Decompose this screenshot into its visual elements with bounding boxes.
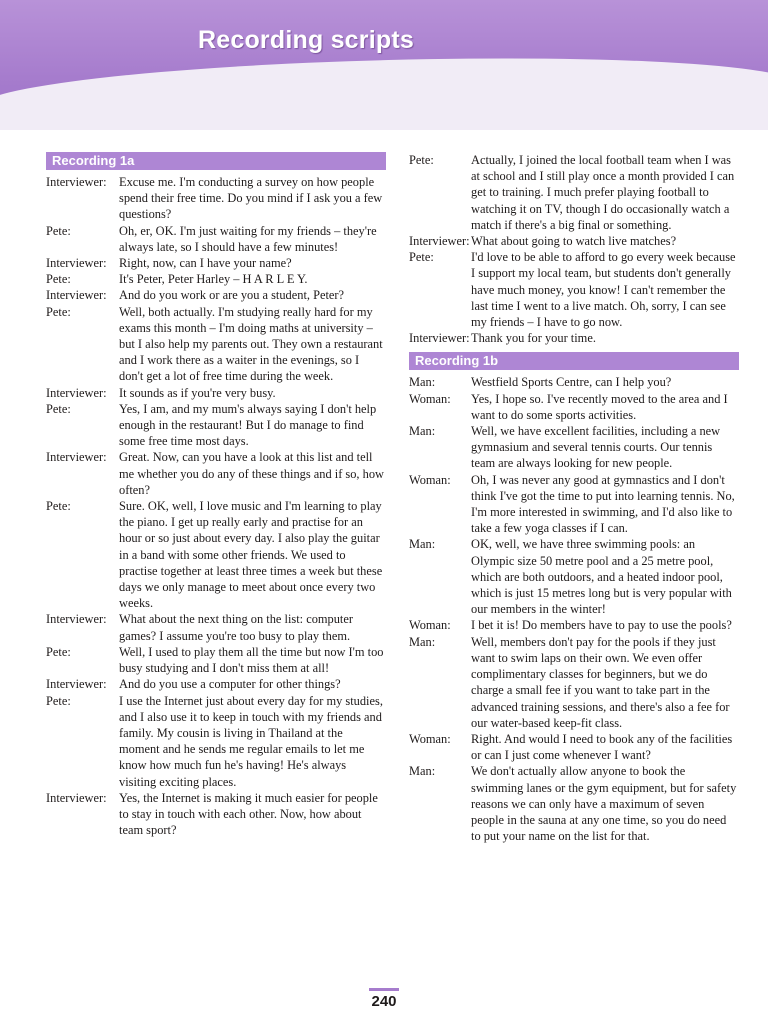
speaker-label: Man:: [409, 424, 436, 439]
speech-text: Right. And would I need to book any of the facilities or can I just come whenever I want?: [471, 731, 733, 763]
speaker-label: Pete:: [46, 304, 71, 319]
script-line: [46, 790, 386, 839]
speaker-label: Pete:: [46, 693, 71, 708]
speech-text: Westfield Sports Centre, can I help you?: [471, 375, 672, 390]
speech-text: We don't actually allow anyone to book the swimming lanes or the gym equipment, but for safety reasons we can only have a maximum of seven people in the sauna at any one time, so you do need to put your name on the list for that.: [471, 764, 737, 844]
script-line: [409, 472, 739, 537]
speaker-label: Pete:: [46, 401, 71, 416]
recording-1b-lines: [409, 374, 739, 844]
speech-text: Excuse me. I'm conducting a survey on how people spend their free time. Do you mind if I ask you a few questions?: [119, 175, 383, 222]
speaker-label: Pete:: [46, 499, 71, 514]
speech-text: And do you work or are you a student, Peter?: [119, 288, 345, 303]
script-line: [409, 617, 739, 633]
speech-text: OK, well, we have three swimming pools: an Olympic size 50 metre pool and a 25 metre pool, which are both outdoors, and a heated indoor pool, which is just 15 metres long but is very popular with our members in the winter!: [471, 537, 732, 617]
speech-text: Great. Now, can you have a look at this list and tell me whether you do any of these things and if so, how often?: [119, 450, 384, 497]
script-line: [409, 330, 739, 346]
recording-1b-heading: Recording 1b: [409, 352, 739, 370]
speech-text: I'd love to be able to afford to go every week because I support my local team, but students don't generally have much money, you know! I can't remember the last time I went to a live match. Oh, sorry, I can see my friends – I have to go now.: [471, 250, 736, 330]
speaker-label: Interviewer:: [46, 790, 107, 805]
speaker-label: Woman:: [409, 731, 451, 746]
speech-text: Actually, I joined the local football team when I was at school and I still play once a month provided I can get to training. I much prefer playing football to watching it on TV, though I do occasionally watch a match if there's a big final or something.: [471, 153, 735, 232]
script-line: [46, 611, 386, 643]
speaker-label: Man:: [409, 634, 436, 649]
script-line: [409, 731, 739, 763]
speech-text: Thank you for your time.: [471, 331, 596, 346]
speaker-label: Pete:: [46, 644, 71, 659]
speech-text: What about the next thing on the list: computer games? I assume you're too busy to play them.: [119, 612, 353, 643]
script-line: [46, 174, 386, 223]
script-line: [409, 249, 739, 330]
speech-text: Well, we have excellent facilities, including a new gymnasium and several tennis courts. Our tennis team are always looking for new people.: [471, 424, 721, 471]
speaker-label: Interviewer:: [46, 175, 107, 189]
speech-text: Yes, I hope so. I've recently moved to the area and I want to do some sports activities.: [471, 391, 728, 422]
speaker-label: Interviewer:: [46, 385, 107, 400]
script-line: [409, 374, 739, 390]
recording-1a-continued: [409, 152, 739, 346]
page-title: Recording scripts: [198, 26, 414, 54]
script-line: [409, 391, 739, 423]
script-line: [46, 223, 386, 255]
speaker-label: Interviewer:: [46, 288, 107, 303]
speech-text: And do you use a computer for other things?: [119, 677, 341, 692]
page-number: [0, 988, 768, 1010]
script-line: [46, 385, 386, 401]
speaker-label: Interviewer:: [409, 331, 470, 346]
speaker-label: Interviewer:: [46, 677, 107, 692]
speaker-label: Woman:: [409, 391, 451, 406]
recording-1a-heading: Recording 1a: [46, 152, 386, 170]
speech-text: I bet it is! Do members have to pay to use the pools?: [471, 618, 732, 633]
speech-text: Oh, er, OK. I'm just waiting for my friends – they're always late, so I should have a few minutes!: [119, 223, 377, 254]
speaker-label: Man:: [409, 764, 436, 779]
script-line: [409, 233, 739, 249]
script-line: [409, 763, 739, 844]
speaker-label: Woman:: [409, 472, 451, 487]
script-line: [409, 152, 739, 233]
script-line: [409, 634, 739, 731]
speech-text: Right, now, can I have your name?: [119, 256, 292, 271]
speech-text: It sounds as if you're very busy.: [119, 385, 276, 400]
speaker-label: Pete:: [409, 250, 434, 265]
header-wave: [0, 49, 768, 130]
script-line: [46, 401, 386, 450]
speaker-label: Pete:: [46, 223, 71, 238]
speech-text: Well, I used to play them all the time but now I'm too busy studying and I don't miss them at all!: [119, 644, 384, 676]
script-line: [46, 255, 386, 271]
speech-text: Yes, the Internet is making it much easier for people to stay in touch with each other. Now, how about team sport?: [119, 790, 378, 838]
speech-text: It's Peter, Peter Harley – H A R L E Y.: [119, 272, 308, 287]
script-line: [409, 423, 739, 472]
script-line: [46, 449, 386, 498]
right-column: [409, 152, 739, 844]
speaker-label: Interviewer:: [409, 234, 470, 249]
speaker-label: Pete:: [46, 272, 71, 287]
speaker-label: Man:: [409, 375, 436, 390]
page-header: [0, 0, 768, 130]
script-line: [46, 271, 386, 287]
recording-1a-lines: [46, 174, 386, 838]
speech-text: Well, members don't pay for the pools if they just want to swim laps on their own. We even offer complimentary classes for beginners, but we do charge a small fee if you want to take part in the advanced training sessions, and there's also a fee for our water-based keep-fit class.: [471, 634, 730, 730]
speaker-label: Woman:: [409, 618, 451, 633]
script-line: [46, 498, 386, 611]
left-column: [46, 152, 386, 838]
speaker-label: Pete:: [409, 153, 434, 167]
speaker-label: Interviewer:: [46, 256, 107, 271]
speaker-label: Interviewer:: [46, 450, 107, 465]
speech-text: Well, both actually. I'm studying really hard for my exams this month – I'm doing maths at university – but I also help my parents out. They own a restaurant and I work there as a waiter in the evenings, so I don't get a lot of free time during the week.: [119, 304, 383, 384]
script-line: [46, 693, 386, 790]
script-line: [46, 644, 386, 676]
speech-text: Oh, I was never any good at gymnastics and I don't think I've got the time to put into learning tennis. No, I'm more interested in swimming, and I'd also like to take a few yoga classes if I can.: [471, 472, 735, 536]
script-line: [46, 676, 386, 692]
script-line: [409, 536, 739, 617]
page-number-bar: [369, 988, 399, 991]
speaker-label: Interviewer:: [46, 612, 107, 627]
speech-text: Yes, I am, and my mum's always saying I don't help enough in the restaurant! But I do manage to find some free time most days.: [119, 401, 377, 449]
script-line: [46, 304, 386, 385]
script-line: [46, 287, 386, 303]
speech-text: Sure. OK, well, I love music and I'm learning to play the piano. I get up really early and practise for an hour or so just about every day. I also play the guitar in a band with some other friends. We used to practise together at least three times a week but these days we only manage to meet about once every two weeks.: [119, 499, 383, 611]
page-number-text: 240: [371, 993, 397, 1010]
speaker-label: Man:: [409, 537, 436, 552]
speech-text: I use the Internet just about every day for my studies, and I also use it to keep in touch with my friends and family. My cousin is living in Thailand at the moment and he sends me regular emails to let me know how much fun he's having! He's always visiting exciting places.: [119, 693, 383, 789]
speech-text: What about going to watch live matches?: [471, 234, 677, 249]
